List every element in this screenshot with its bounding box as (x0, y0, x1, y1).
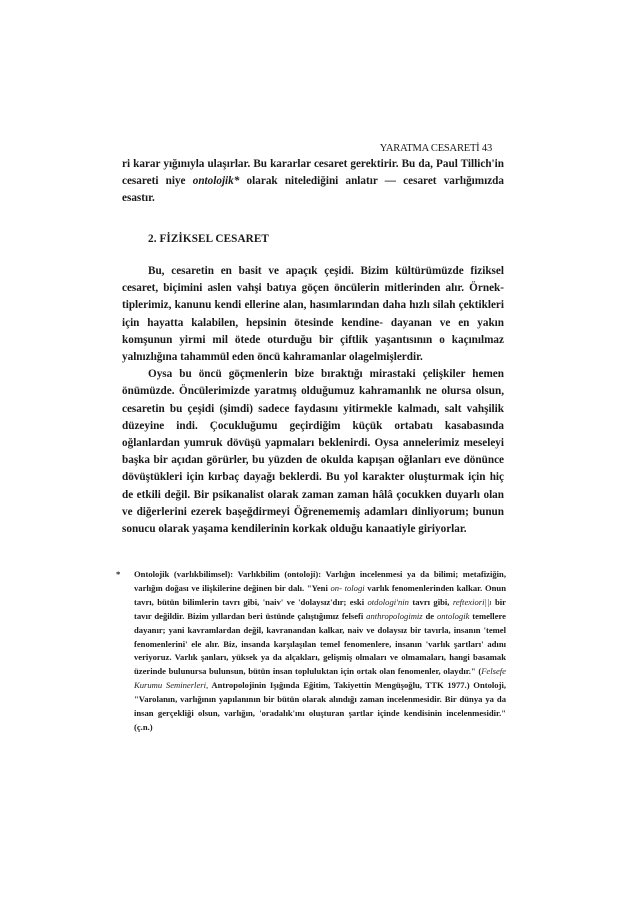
section-heading: 2. FİZİKSEL CESARET (148, 233, 269, 245)
footnote-body (122, 568, 506, 735)
footnote (116, 568, 506, 735)
footnote-italic: otdologi'nin (367, 596, 409, 607)
footnote-text: varlık fenomenlerinden kalkar. Onun tavrı, bütün bilimlerin tavrı gibi, 'naiv' ve 'dolaysız'dır; eski (134, 582, 506, 607)
section-paragraph-2: Oysa bu öncü göçmenlerin bize bıraktığı mirastaki çelişkiler hemen önümüzde. Öncülerimizde yaratmış olduğumuz kahramanlık ne olursa olsun, cesaretin bu çeşidi (şimdi) sadece faydasını yitirmekle kalmadı, salt vahşilik düzeyine indi. Çocukluğumu geçirdiğim küçük ortabatı kasabasında oğlanlardan yumruk dövüşü yapmaları beklenirdi. Oysa annelerimiz meseleyi başka bir açıdan görürler, bu yüzden de okulda kapışan oğlanları eve dönünce dövüştükleri için kırbaç dayağı beklerdi. Bu yol karakter oluşturmak için hiç de etkili değil. Bir psikanalist olarak zaman zaman hâlâ çocukken duyarlı olan ve diğerlerini ezerek başeğdirmeyi Öğrenememiş adamları dinliyorum; bunun sonucu olarak yaşama kendilerinin korkak olduğu kanaatiyle giriyorlar. (122, 368, 504, 536)
running-header: YARATMA CESARETİ 43 (379, 143, 492, 154)
footnote-marker: * (116, 569, 121, 579)
intro-emphasis: ontolojik* (192, 175, 240, 188)
footnote-italic: anthropologimiz (366, 610, 423, 621)
intro-text-1: ri karar yığınıyla ulaşırlar. Bu kararlar cesaret gerektirir. Bu da, Paul Tillich'in cesareti niye (122, 158, 504, 188)
footnote-italic: ontologik (436, 610, 470, 621)
section-body (122, 263, 504, 538)
footnote-text: Antropolojinin Işığında Eğitim, Takiyettin Mengüşoğlu, TTK 1977.) Ontoloji, "Varolanın, varlığının yapılanının bir bütün olarak alındığı zaman incelenmesidir. Bir dünya ya da insan gerçekliği olsun, varlığın, 'oradalık'ını oluşturan şartlar içinde kendisinin incelenmesidir." (ç.n.) (134, 680, 506, 732)
footnote-italic: on- tologi (330, 582, 365, 593)
footnote-italic: Felsefe Kurumu Seminerleri, (134, 666, 506, 691)
footnote-italic: reftexiori||ı (452, 596, 492, 607)
footnote-text: de (422, 610, 437, 621)
footnote-text: Ontolojik (varlıkbilimsel): Varlıkbilim (ontoloji): Varlığın incelenmesi ya da bilimi; metafiziğin, varlığın doğası ve ilişkilerine değinen bir dalı. "Yeni (134, 569, 506, 593)
footnote-text: bir tavır değildir. Bizim yıllardan beri üstünde çalıştığımız felsefi (134, 596, 506, 621)
section-paragraph-1: Bu, cesaretin en basit ve apaçık çeşidi. Bizim kültürümüzde fiziksel cesaret, biçimini aslen vahşi batıya göçen öncülerin mitlerinden alır. Örnek-tiplerimiz, kanunu kendi ellerine alan, hasımlarından daha hızlı silah çektikleri için hayatta kalabilen, hepsinin ötesinde kendine- dayanan ve en yakın komşunun yirmi mil ötede oturduğu bir çiftlik yaşantısının o kaçınılmaz yalnızlığına tahammül eden öncü kahramanlar olagelmişlerdir. (122, 265, 504, 364)
footnote-text: temellere dayanır; yani kavramlardan değil, kavranandan kalkar, naiv ve dolaysız bir tavırla, insanın 'temel fenomenlerini' ele alır. Biz, insanda karşılaşılan temel fenomenlere, insanın 'varlık şartları' adını veriyoruz. Varlık şanları, yüksek ya da alçakları, gelişmiş olmaları ve olmamaları, hangi basamak üzerinde bulunursa bulunsun, bütün insan topluluktan için ortak olan fenomenler, olaydır." ( (134, 610, 506, 677)
footnote-text: tavrı gibi, (408, 596, 453, 607)
intro-paragraph (122, 156, 504, 208)
intro-text-2: olarak nitelediğini anlatır — cesaret varlığımızda esastır. (122, 175, 504, 205)
